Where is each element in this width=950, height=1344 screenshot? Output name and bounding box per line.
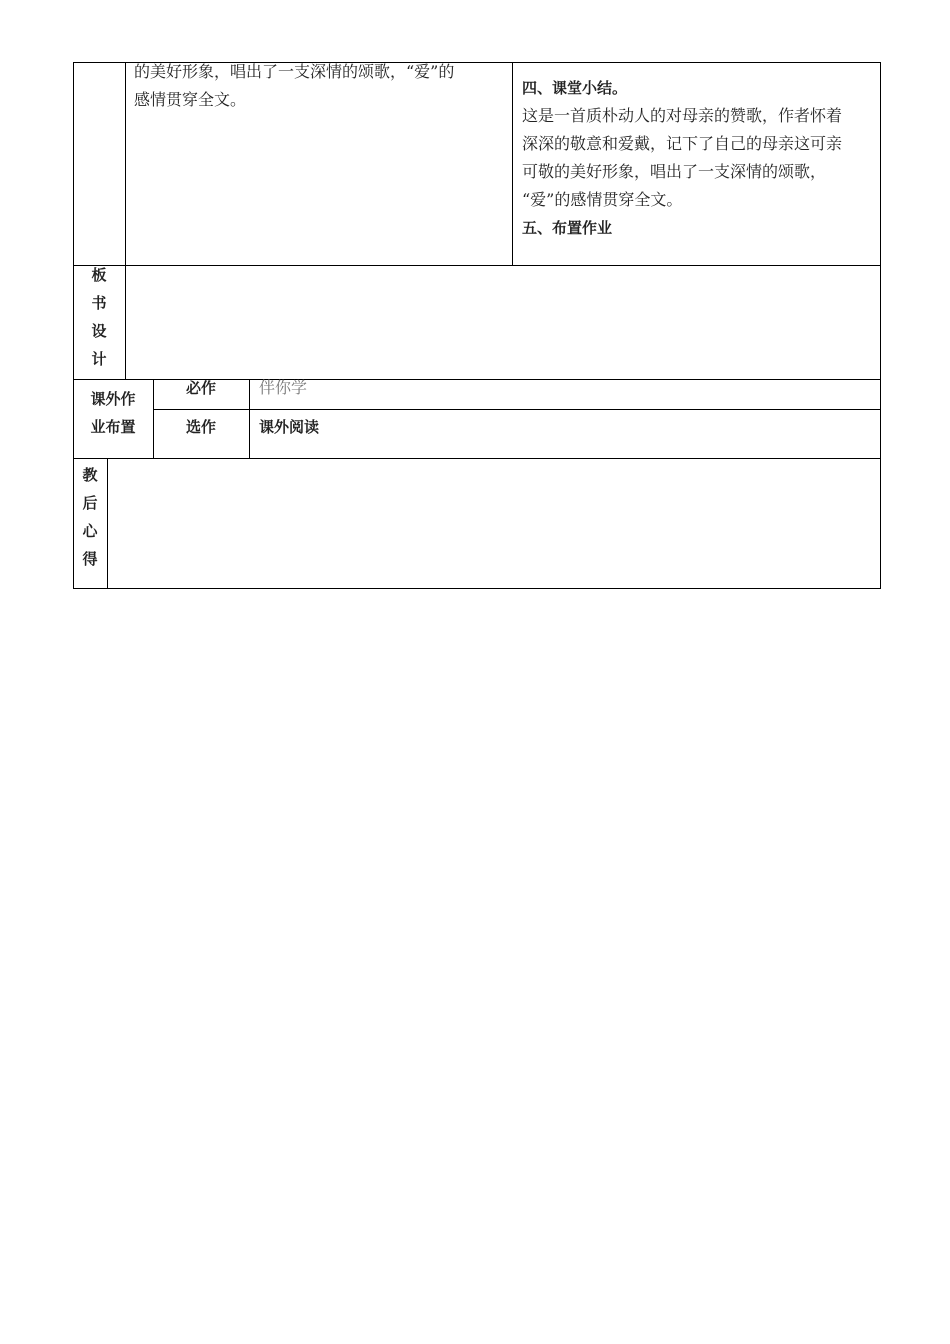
homework-label bbox=[73, 385, 153, 441]
board-design-char: 设 bbox=[91, 322, 107, 340]
summary-cell bbox=[522, 74, 874, 242]
summary-line: 可敬的美好形象，唱出了一支深情的颂歌， bbox=[522, 162, 827, 181]
top-col-divider-1 bbox=[125, 62, 126, 379]
reflection-label bbox=[73, 461, 107, 573]
optional-value: 课外阅读 bbox=[259, 418, 320, 436]
reflection-char: 心 bbox=[82, 522, 98, 540]
reflection-char: 后 bbox=[82, 494, 98, 512]
process-text-line: 感情贯穿全文。 bbox=[134, 90, 247, 109]
homework-inner-divider bbox=[153, 409, 881, 410]
board-design-char: 书 bbox=[91, 294, 107, 312]
board-design-char: 板 bbox=[91, 266, 107, 284]
required-value: 伴你学 bbox=[259, 378, 308, 397]
optional-label: 选作 bbox=[185, 418, 216, 436]
homework-label-line: 业布置 bbox=[90, 418, 136, 436]
required-label: 必作 bbox=[185, 379, 216, 397]
homework-heading: 五、布置作业 bbox=[522, 219, 613, 237]
reflection-col-divider bbox=[107, 458, 108, 588]
table-bottom-border bbox=[73, 588, 881, 589]
table-right-border bbox=[880, 62, 881, 589]
process-text-line: 的美好形象，唱出了一支深情的颂歌，“爱”的 bbox=[134, 62, 455, 81]
row-divider-1 bbox=[73, 265, 881, 266]
board-design-label bbox=[73, 261, 125, 373]
process-text-cell bbox=[134, 58, 504, 114]
reflection-char: 得 bbox=[82, 550, 98, 568]
summary-line: 深深的敬意和爱戴，记下了自己的母亲这可亲 bbox=[522, 134, 843, 153]
summary-heading: 四、课堂小结。 bbox=[522, 79, 628, 97]
homework-label-line: 课外作 bbox=[90, 390, 136, 408]
top-col-divider-2 bbox=[512, 62, 513, 265]
summary-line: “爱”的感情贯穿全文。 bbox=[522, 190, 683, 209]
homework-col-divider-2 bbox=[249, 379, 250, 458]
row-divider-3 bbox=[73, 458, 881, 459]
summary-line: 这是一首质朴动人的对母亲的赞歌，作者怀着 bbox=[522, 106, 843, 125]
reflection-char: 教 bbox=[82, 466, 98, 484]
board-design-char: 计 bbox=[91, 350, 107, 368]
